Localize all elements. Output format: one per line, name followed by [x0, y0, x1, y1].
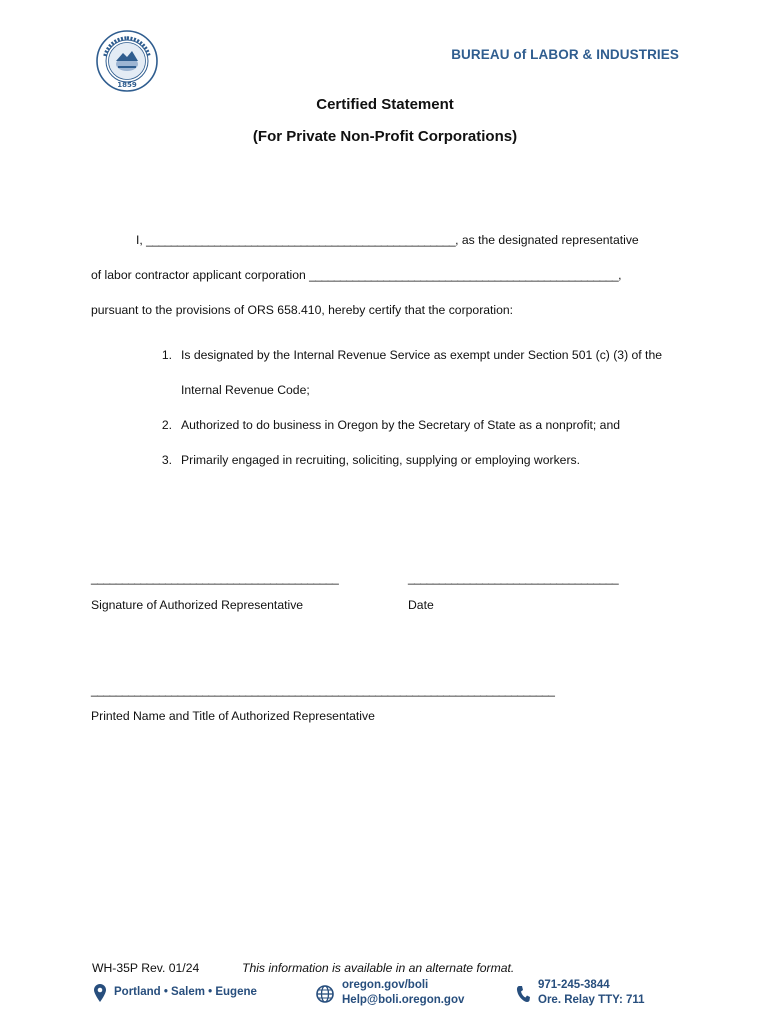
- list-item: 1. Is designated by the Internal Revenue Service as exempt under Section 501 (c) (3) of the: [161, 348, 663, 362]
- list-item-continuation: Internal Revenue Code;: [181, 383, 310, 397]
- form-id: WH-35P Rev. 01/24: [92, 961, 200, 975]
- date-line[interactable]: __________________________________: [408, 571, 619, 585]
- printed-name-line[interactable]: ___________________________________________________________________________: [91, 683, 555, 697]
- svg-text:1859: 1859: [117, 81, 137, 89]
- signature-label: Signature of Authorized Representative: [91, 598, 304, 612]
- alternate-format-note: This information is available in an alternate format.: [242, 961, 515, 975]
- globe-icon: [316, 985, 334, 1003]
- location-pin-icon: [94, 984, 106, 1002]
- agency-name: BUREAU of LABOR & INDUSTRIES: [451, 47, 679, 62]
- website-link[interactable]: oregon.gov/boli: [342, 979, 429, 991]
- signature-line[interactable]: ________________________________________: [91, 571, 339, 585]
- statement-line-2: of labor contractor applicant corporation __________________________________________________,: [91, 268, 622, 282]
- oregon-state-seal: [96, 30, 158, 92]
- date-label: Date: [408, 598, 434, 612]
- document-subtitle: (For Private Non-Profit Corporations): [252, 128, 518, 145]
- printed-name-label: Printed Name and Title of Authorized Representative: [91, 709, 375, 723]
- document-title: Certified Statement: [316, 96, 454, 113]
- phone-icon: [516, 985, 530, 1003]
- corporation-name-blank[interactable]: __________________________________________________: [309, 268, 619, 282]
- phone-number[interactable]: 971-245-3844: [538, 979, 610, 991]
- email-link[interactable]: Help@boli.oregon.gov: [342, 994, 465, 1006]
- statement-line-1: I, __________________________________________________, as the designated representative: [136, 233, 639, 247]
- list-item: 3. Primarily engaged in recruiting, soliciting, supplying or employing workers.: [161, 453, 580, 467]
- office-locations: Portland • Salem • Eugene: [114, 986, 257, 998]
- statement-line-3: pursuant to the provisions of ORS 658.410, hereby certify that the corporation:: [91, 303, 514, 317]
- list-item: 2. Authorized to do business in Oregon by the Secretary of State as a nonprofit; and: [161, 418, 621, 432]
- relay-tty: Ore. Relay TTY: 711: [538, 994, 645, 1006]
- representative-name-blank[interactable]: __________________________________________________: [146, 233, 456, 247]
